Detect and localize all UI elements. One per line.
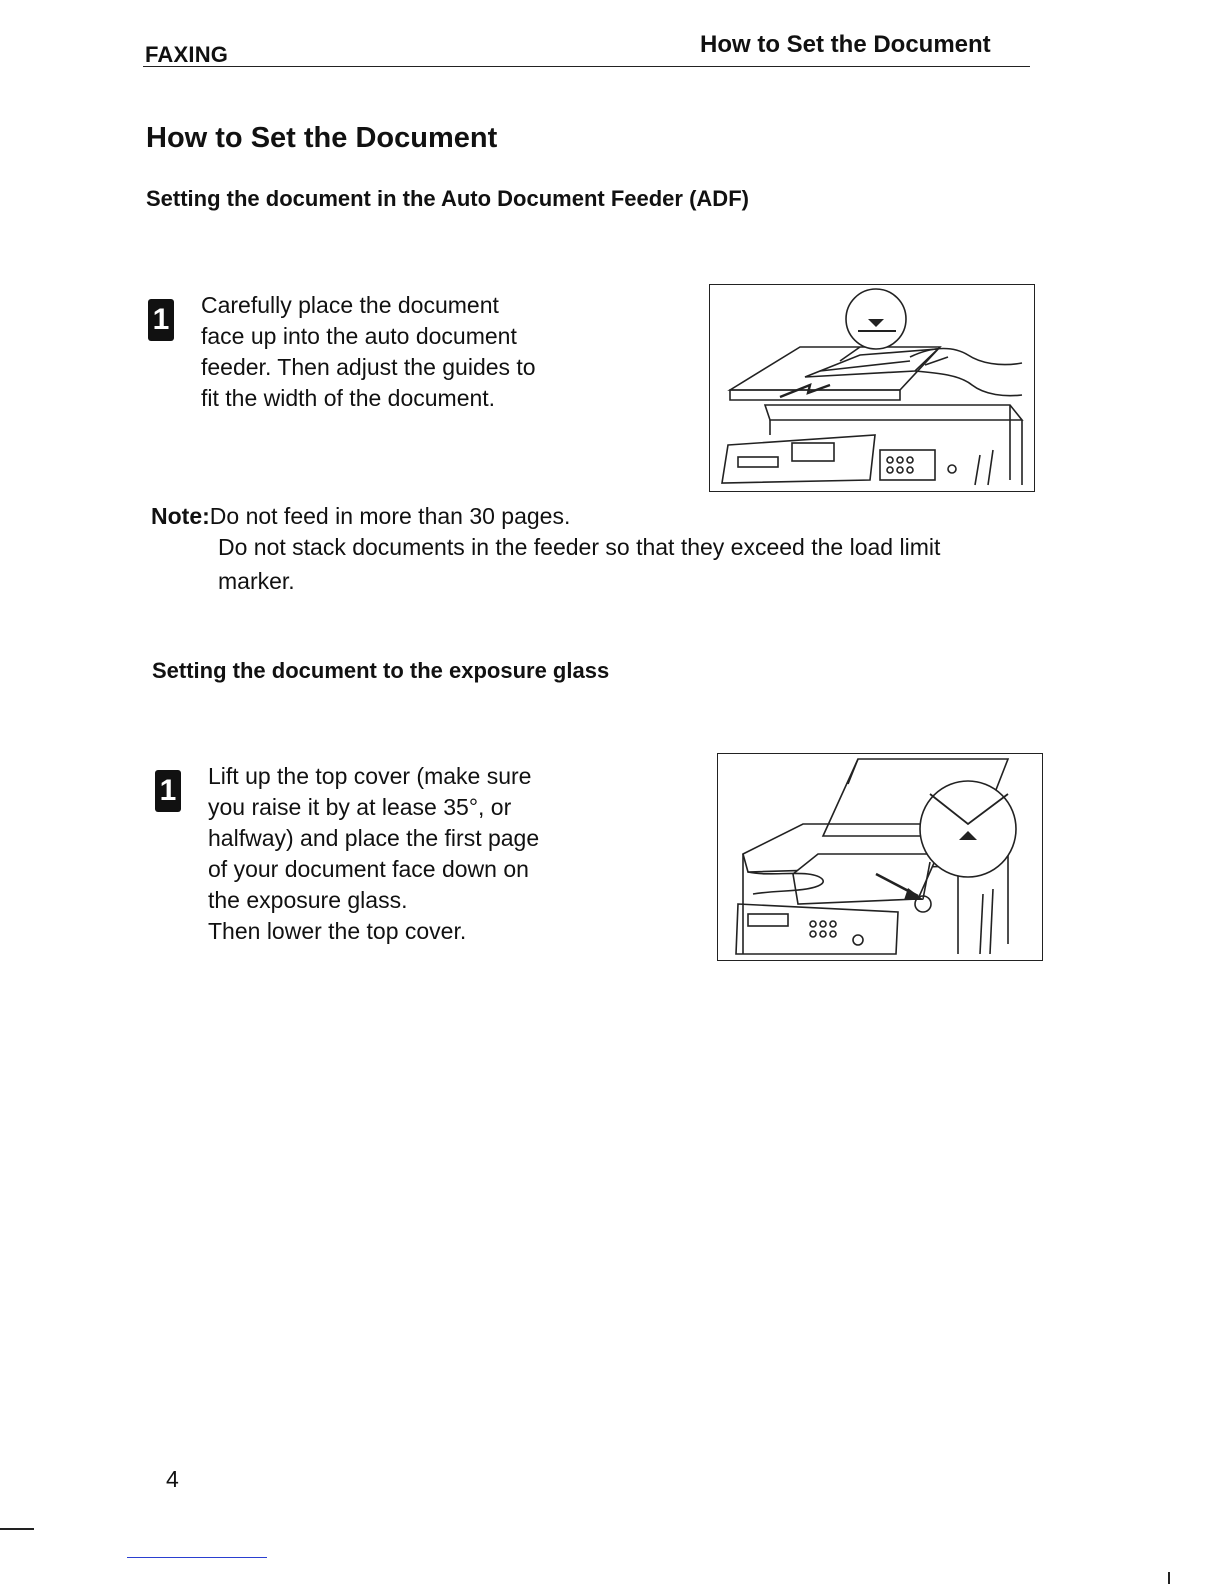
- running-header-topic: How to Set the Document: [700, 31, 991, 58]
- adf-feeder-drawing: [710, 285, 1034, 491]
- step-line: Carefully place the document: [201, 292, 499, 318]
- step-line: feeder. Then adjust the guides to: [201, 354, 536, 380]
- exposure-glass-illustration: [717, 753, 1043, 961]
- step-line: you raise it by at lease 35°, or: [208, 794, 512, 820]
- note-line-3: marker.: [218, 568, 295, 594]
- note-line-2: Do not stack documents in the feeder so that they exceed the load limit: [218, 534, 941, 560]
- note-label: Note:: [151, 503, 210, 529]
- page-title: How to Set the Document: [146, 122, 498, 154]
- step-number-glass: 1: [155, 770, 181, 812]
- crop-mark-left: [0, 1528, 34, 1530]
- step-line: halfway) and place the first page: [208, 825, 540, 851]
- crop-mark-right: [1168, 1572, 1170, 1584]
- step-line: of your document face down on: [208, 856, 529, 882]
- step-line: face up into the auto document: [201, 323, 517, 349]
- note-text: Do not feed in more than 30 pages.: [209, 503, 571, 529]
- scan-artifact-line: [127, 1557, 267, 1558]
- step-line: Lift up the top cover (make sure: [208, 763, 532, 789]
- note-line-1: [151, 503, 570, 530]
- section-title-glass: Setting the document to the exposure glass: [152, 658, 610, 683]
- step-text-adf: [201, 290, 536, 414]
- step-line: Then lower the top cover.: [208, 918, 467, 944]
- header-rule: [143, 66, 1030, 67]
- exposure-glass-drawing: [718, 754, 1042, 960]
- step-text-glass: [208, 761, 539, 947]
- running-header-section: FAXING: [145, 42, 229, 67]
- step-line: fit the width of the document.: [201, 385, 496, 411]
- step-number-adf: 1: [148, 299, 174, 341]
- page-number: 4: [166, 1466, 179, 1492]
- adf-feeder-illustration: [709, 284, 1035, 492]
- section-title-adf: Setting the document in the Auto Document Feeder (ADF): [146, 186, 749, 211]
- step-line: the exposure glass.: [208, 887, 408, 913]
